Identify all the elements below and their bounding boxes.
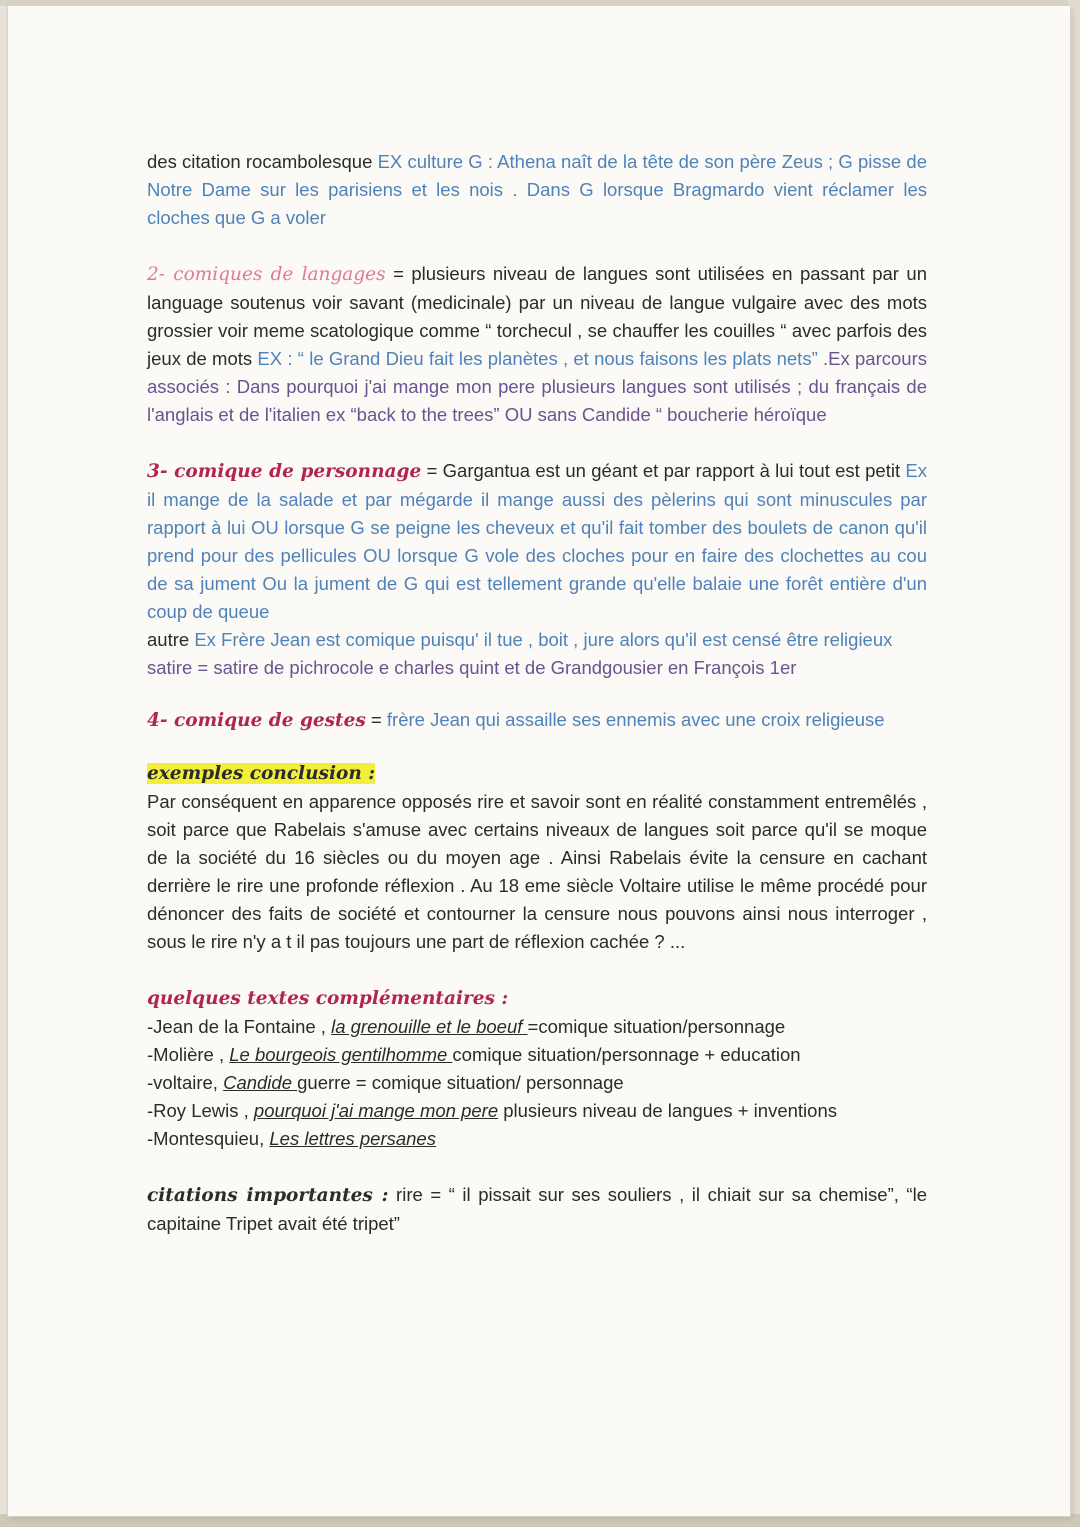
- item-note: =comique situation/personnage: [527, 1016, 786, 1037]
- section-2-definition: = plusieurs niveau de langues sont utilisées en passant par un language soutenus voir savant (medicinale) par un niveau de langue vulgaire avec des mots grossier voir meme scatologique comme “ torchecul , se chauffer les couilles “ avec parfois des jeux de mots: [147, 263, 927, 369]
- notes-content: [147, 148, 927, 1238]
- list-item: [147, 1013, 927, 1041]
- complementary-heading-line: [147, 984, 927, 1013]
- intro-paragraph: [147, 148, 927, 232]
- conclusion-title: exemples conclusion :: [147, 763, 376, 784]
- item-work: Candide: [223, 1072, 298, 1093]
- item-work: pourquoi j'ai mange mon pere: [253, 1100, 499, 1121]
- item-work: Le bourgeois gentilhomme: [229, 1044, 453, 1065]
- item-author: -Montesquieu,: [147, 1128, 270, 1149]
- section-4-title: 4- comique de gestes: [147, 710, 366, 731]
- item-work: la grenouille et le boeuf: [331, 1016, 528, 1037]
- complementary-title: quelques textes complémentaires :: [147, 988, 509, 1009]
- intro-lead: des citation rocambolesque: [147, 151, 378, 172]
- item-author: -Roy Lewis ,: [147, 1100, 254, 1121]
- section-4-definition: frère Jean qui assaille ses ennemis avec une croix religieuse: [386, 709, 885, 730]
- citations-title: citations importantes :: [147, 1185, 389, 1206]
- item-author: -Molière ,: [147, 1044, 230, 1065]
- item-author: -voltaire,: [147, 1072, 224, 1093]
- item-note: plusieurs niveau de langues + inventions: [498, 1100, 837, 1121]
- citations-text: rire = “ il pissait sur ses souliers , il chiait sur sa chemise”, “le capitaine Tripet avait été tripet”: [147, 1184, 927, 1234]
- section-4-paragraph: [147, 706, 927, 735]
- section-3-autre-label: autre: [147, 629, 195, 650]
- section-3-satire: satire = satire de pichrocole e charles quint et de Grandgousier en François 1er: [147, 657, 797, 678]
- conclusion-text: Par conséquent en apparence opposés rire et savoir sont en réalité constamment entremêlés , soit parce que Rabelais s'amuse avec certains niveaux de langues soit parce qu'il se moque de la société du 16 siècles ou du moyen age . Ainsi Rabelais évite la censure en cachant derrière le rire une profonde réflexion . Au 18 eme siècle Voltaire utilise le même procédé pour dénoncer des faits de société et contourner la censure nous pouvons ainsi nous interroger , sous le rire n'y a t il pas toujours une part de réflexion cachée ? ...: [147, 791, 927, 952]
- citations-paragraph: [147, 1181, 927, 1238]
- section-2-example-1: EX : “ le Grand Dieu fait les planètes , et nous faisons les plats nets”: [257, 348, 818, 369]
- section-2-paragraph: [147, 260, 927, 429]
- conclusion-heading-line: [147, 759, 927, 788]
- intro-example: EX culture G : Athena naît de la tête de son père Zeus ; G pisse de Notre Dame sur les parisiens et les nois . Dans G lorsque Bragmardo vient réclamer les cloches que G a voler: [147, 151, 927, 228]
- section-3-definition: = Gargantua est un géant et par rapport à lui tout est petit: [421, 460, 906, 481]
- item-author: -Jean de la Fontaine ,: [147, 1016, 332, 1037]
- section-3-autre: [147, 626, 927, 654]
- section-3-autre-example: Ex Frère Jean est comique puisqu' il tue , boit , jure alors qu'il est censé être religieux: [194, 629, 893, 650]
- section-4-equals: =: [365, 709, 387, 730]
- list-item: [147, 1069, 927, 1097]
- complementary-list: [147, 1013, 927, 1153]
- section-2-example-2: .Ex parcours associés : Dans pourquoi j'ai mange mon pere plusieurs langues sont utilisés ; du français de l'anglais et de l'italien ex “back to the trees” OU sans Candide “ boucherie héroïque: [147, 348, 927, 425]
- section-3-paragraph: [147, 457, 927, 626]
- list-item: [147, 1041, 927, 1069]
- list-item: [147, 1125, 927, 1153]
- section-2-title: 2- comiques de langages: [147, 264, 386, 285]
- section-3-example: Ex il mange de la salade et par mégarde il mange aussi des pèlerins qui sont minuscules par rapport à lui OU lorsque G se peigne les cheveux et qu'il fait tomber des boulets de canon qu'il prend pour des pellicules OU lorsque G vole des cloches pour en faire des clochettes au cou de sa jument Ou la jument de G qui est tellement grande qu'elle balaie une forêt entière d'un coup de queue: [147, 460, 927, 622]
- list-item: [147, 1097, 927, 1125]
- section-3-title: 3- comique de personnage: [147, 461, 422, 482]
- item-work: Les lettres persanes: [269, 1128, 436, 1149]
- item-note: comique situation/personnage + education: [452, 1044, 801, 1065]
- item-note: guerre = comique situation/ personnage: [297, 1072, 624, 1093]
